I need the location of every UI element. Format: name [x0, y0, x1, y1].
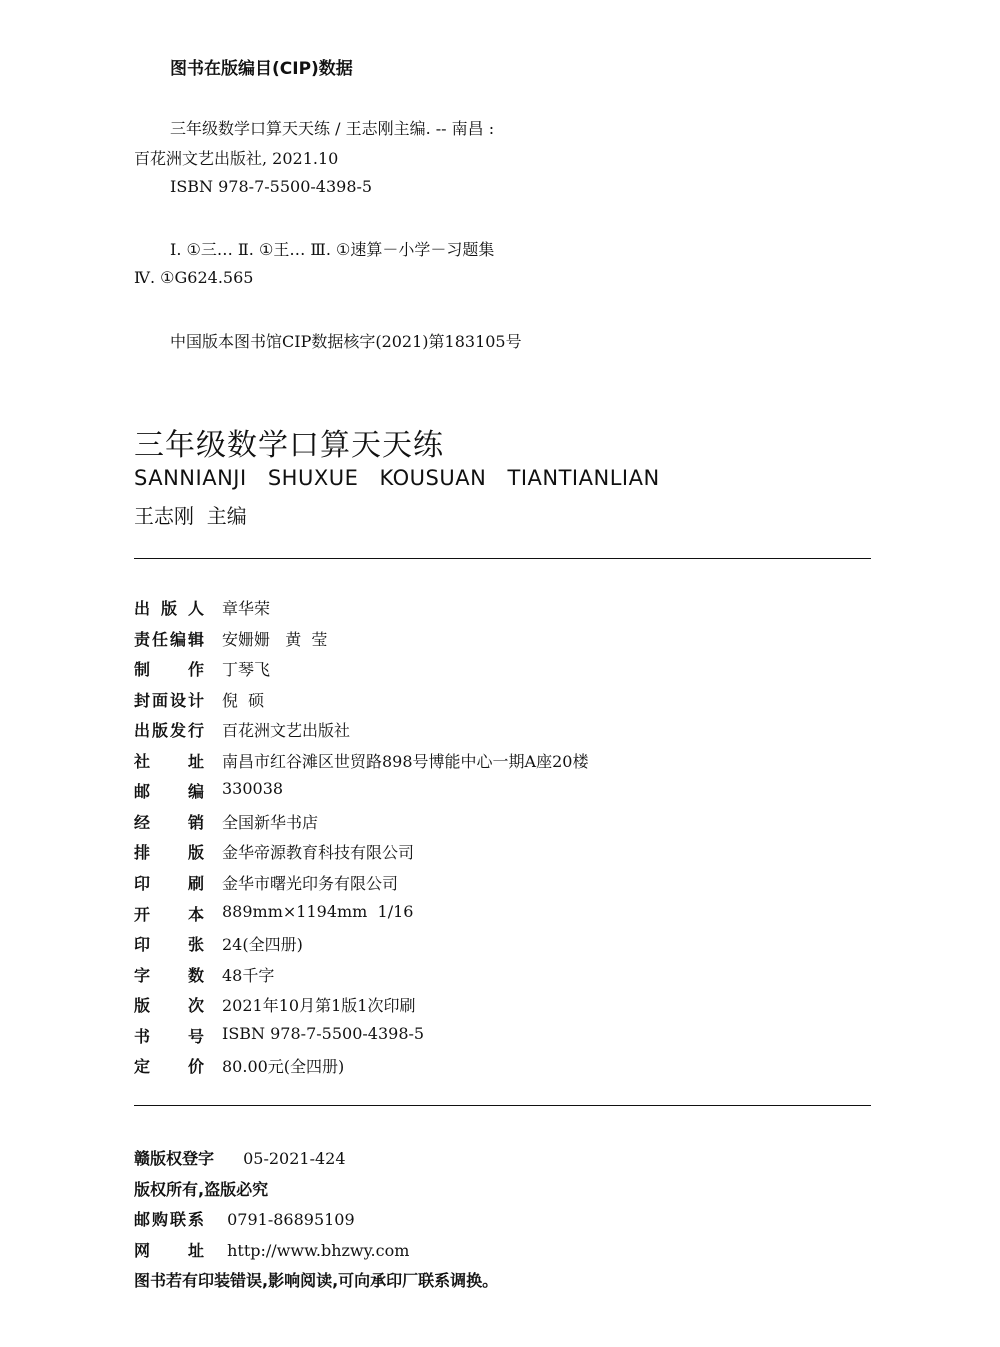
info-value: 80.00元(全四册) [222, 1057, 345, 1076]
info-value: 章华荣 [222, 599, 271, 618]
book-title: 三年级数学口算天天练 [134, 428, 444, 463]
info-label: 责任编辑 [134, 630, 204, 649]
info-label: 社址 [134, 752, 204, 771]
info-label: 排版 [134, 843, 204, 862]
info-label: 定价 [134, 1057, 204, 1076]
web-link[interactable]: http://www.bhzwy.com [227, 1241, 410, 1260]
info-value: 安姗姗 黄 莹 [222, 630, 328, 649]
info-label: 字数 [134, 966, 204, 985]
info-value: 丁琴飞 [222, 660, 271, 679]
cip-line-4: Ⅰ. ①三… Ⅱ. ①王… Ⅲ. ①速算－小学－习题集 [170, 240, 495, 259]
cip-line-6: 中国版本图书馆CIP数据核字(2021)第183105号 [170, 332, 522, 351]
info-label: 印张 [134, 935, 204, 954]
copyright-registration [134, 1146, 346, 1169]
info-label: 版次 [134, 996, 204, 1015]
cip-line-5: Ⅳ. ①G624.565 [134, 268, 254, 287]
mail-order-contact [134, 1207, 355, 1230]
info-value: 24(全四册) [222, 935, 303, 954]
info-label: 书号 [134, 1027, 204, 1046]
cip-heading: 图书在版编目(CIP)数据 [170, 59, 353, 79]
info-label: 开本 [134, 905, 204, 924]
info-label: 出版发行 [134, 721, 204, 740]
info-label: 制作 [134, 660, 204, 679]
info-label: 经销 [134, 813, 204, 832]
info-value: 金华帝源教育科技有限公司 [222, 843, 415, 862]
cip-line-3: ISBN 978-7-5500-4398-5 [170, 177, 373, 196]
info-value: 南昌市红谷滩区世贸路898号博能中心一期A座20楼 [222, 752, 589, 771]
misprint-notice: 图书若有印装错误,影响阅读,可向承印厂联系调换。 [134, 1271, 499, 1290]
cip-line-2: 百花洲文艺出版社, 2021.10 [134, 149, 339, 168]
book-editor: 王志刚 主编 [134, 504, 247, 528]
info-value: 百花洲文艺出版社 [222, 721, 351, 740]
mail-label: 邮购联系 [134, 1210, 204, 1229]
info-value: 全国新华书店 [222, 813, 319, 832]
rights-notice: 版权所有,盗版必究 [134, 1180, 269, 1199]
info-value: 889mm×1194mm 1/16 [222, 902, 414, 921]
info-label: 邮编 [134, 782, 204, 801]
divider-top [134, 558, 871, 559]
info-label: 封面设计 [134, 691, 204, 710]
info-value: 330038 [222, 779, 284, 798]
info-value: 2021年10月第1版1次印刷 [222, 996, 416, 1015]
copyright-reg-label: 赣版权登字 [134, 1149, 215, 1168]
web-label: 网址 [134, 1241, 204, 1260]
info-value: ISBN 978-7-5500-4398-5 [222, 1024, 425, 1043]
info-label: 印刷 [134, 874, 204, 893]
website [134, 1238, 409, 1261]
info-value: 倪 硕 [222, 691, 265, 710]
mail-value: 0791-86895109 [227, 1210, 355, 1229]
info-value: 金华市曙光印务有限公司 [222, 874, 399, 893]
cip-line-1: 三年级数学口算天天练 / 王志刚主编. -- 南昌 : [170, 119, 495, 138]
copyright-reg-value: 05-2021-424 [243, 1149, 346, 1168]
info-label: 出版人 [134, 599, 204, 618]
divider-bottom [134, 1105, 871, 1106]
info-value: 48千字 [222, 966, 275, 985]
book-pinyin-title: SANNIANJI SHUXUE KOUSUAN TIANTIANLIAN [134, 466, 660, 490]
